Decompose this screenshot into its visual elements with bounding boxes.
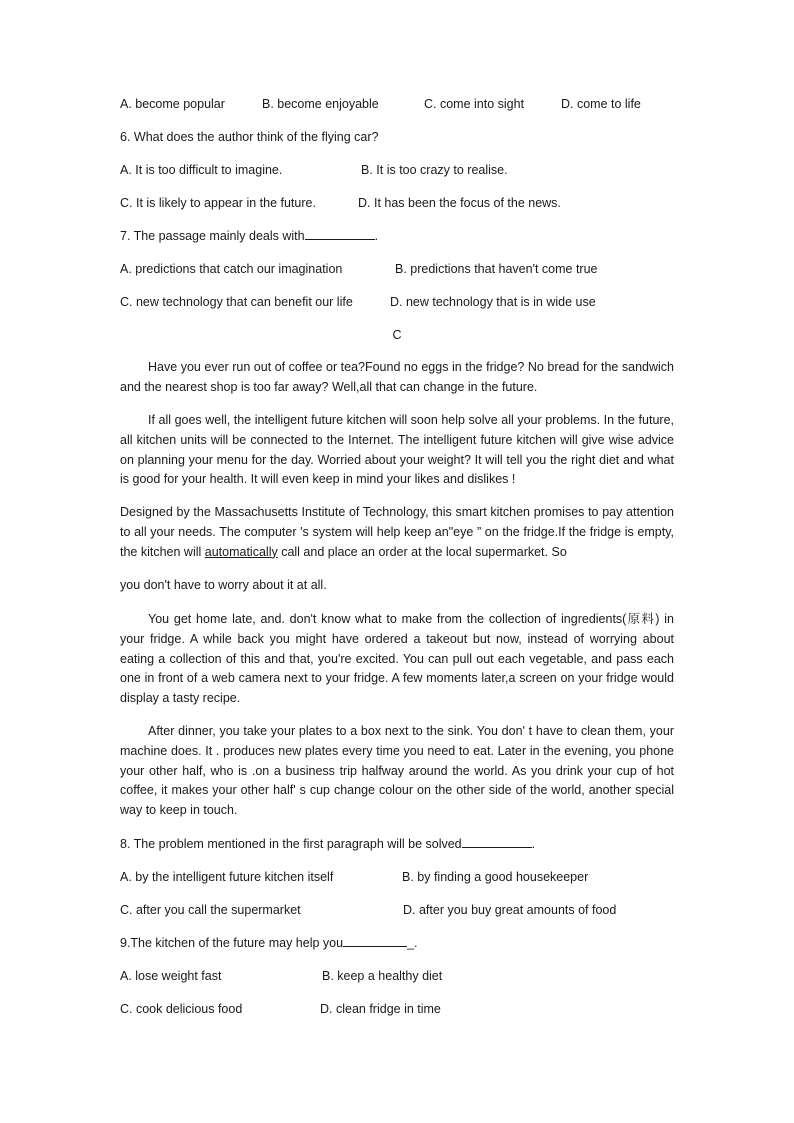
q8-options-row1: [120, 867, 680, 887]
q9-stem: 9.The kitchen of the future may help you: [120, 936, 344, 950]
passage-paragraph-5: After dinner, you take your plates to a box next to the sink. You don' t have to clean them, your machine does. It . produces new plates every time you need to eat. Later in the evening, you phone your other half, who is .on a business trip halfway around the world. As you drink your cup of hot coffee, it makes your other half' s cup change colour on the other side of the world, another special way to keep in touch.: [120, 724, 674, 818]
q9-option-b: B. keep a healthy diet: [322, 969, 443, 983]
q6-options-row1: [120, 160, 680, 180]
q8-stem-end: .: [531, 837, 536, 851]
q8-option-a: A. by the intelligent future kitchen itself: [120, 870, 334, 884]
q7-option-d: D. new technology that is in wide use: [390, 295, 596, 309]
passage-paragraph-2: If all goes well, the intelligent future kitchen will soon help solve all your problems. In the future, all kitchen units will be connected to the Internet. The intelligent future kitchen will give wise advice on planning your menu for the day. Worried about your weight? It will tell you the right diet and what is good for your health. It will even keep in mind your likes and dislikes !: [120, 413, 674, 487]
q8-stem: 8. The problem mentioned in the first paragraph will be solved: [120, 837, 462, 851]
q6-options-row2: [120, 193, 680, 213]
q6-stem: 6. What does the author think of the flying car?: [120, 130, 379, 144]
q7-option-c: C. new technology that can benefit our life: [120, 295, 353, 309]
q9-stem-line: [120, 933, 417, 953]
q6-option-b: B. It is too crazy to realise.: [361, 163, 508, 177]
passage-paragraph-3: [120, 503, 674, 562]
q5-option-a: A. become popular: [120, 97, 225, 111]
q7-stem-end: .: [374, 229, 379, 243]
passage-paragraph-1: Have you ever run out of coffee or tea?Found no eggs in the fridge? No bread for the sandwich and the nearest shop is too far away? Well,all that can change in the future.: [120, 360, 674, 394]
q7-answer-blank: [305, 226, 375, 240]
q5-options: [120, 94, 680, 114]
q9-answer-blank: [343, 933, 407, 947]
q7-options-row1: [120, 259, 680, 279]
q6-option-a: A. It is too difficult to imagine.: [120, 163, 283, 177]
q8-option-c: C. after you call the supermarket: [120, 903, 301, 917]
q5-option-d: D. come to life: [561, 97, 641, 111]
q9-options-row2: [120, 999, 680, 1019]
passage-paragraph-4: You get home late, and. don't know what to make from the collection of ingredients(原料) in your fridge. A while back you might have ordered a takeout but now, instead of worrying about eating a collection of this and that, you're excited. You can pull out each vegetable, and pass each one in front of a web camera next to your fridge. A few moments later,a screen on your fridge would display a tasty recipe.: [120, 612, 674, 706]
q7-options-row2: [120, 292, 680, 312]
passage-paragraph-3-cont: you don't have to worry about it at all.: [120, 578, 327, 592]
p3-underlined-word: automatically: [204, 544, 278, 559]
q5-option-c: C. come into sight: [424, 97, 525, 111]
q8-option-d: D. after you buy great amounts of food: [403, 903, 617, 917]
q6-option-c: C. It is likely to appear in the future.: [120, 196, 316, 210]
p3-text-after: call and place an order at the local supermarket. So: [277, 544, 567, 559]
q7-stem: 7. The passage mainly deals with: [120, 229, 305, 243]
q7-option-b: B. predictions that haven't come true: [395, 262, 598, 276]
q7-option-a: A. predictions that catch our imagination: [120, 262, 343, 276]
section-label: C: [392, 328, 402, 342]
q8-answer-blank: [462, 834, 532, 848]
q8-stem-line: [120, 834, 535, 854]
q6-option-d: D. It has been the focus of the news.: [358, 196, 561, 210]
q7-stem-line: [120, 226, 378, 246]
q9-option-c: C. cook delicious food: [120, 1002, 243, 1016]
q5-option-b: B. become enjoyable: [262, 97, 379, 111]
q9-option-d: D. clean fridge in time: [320, 1002, 441, 1016]
q8-option-b: B. by finding a good housekeeper: [402, 870, 589, 884]
q9-stem-end: _.: [407, 936, 418, 950]
q9-options-row1: [120, 966, 680, 986]
q8-options-row2: [120, 900, 680, 920]
q9-option-a: A. lose weight fast: [120, 969, 222, 983]
p3-text-before: Designed by the Massachusetts Institute of Technology, this smart kitchen promises to pay attention to all your needs. The computer 's system will help keep an"eye ” on the fridge.If the fridge is empty, the kitchen will: [120, 505, 674, 559]
